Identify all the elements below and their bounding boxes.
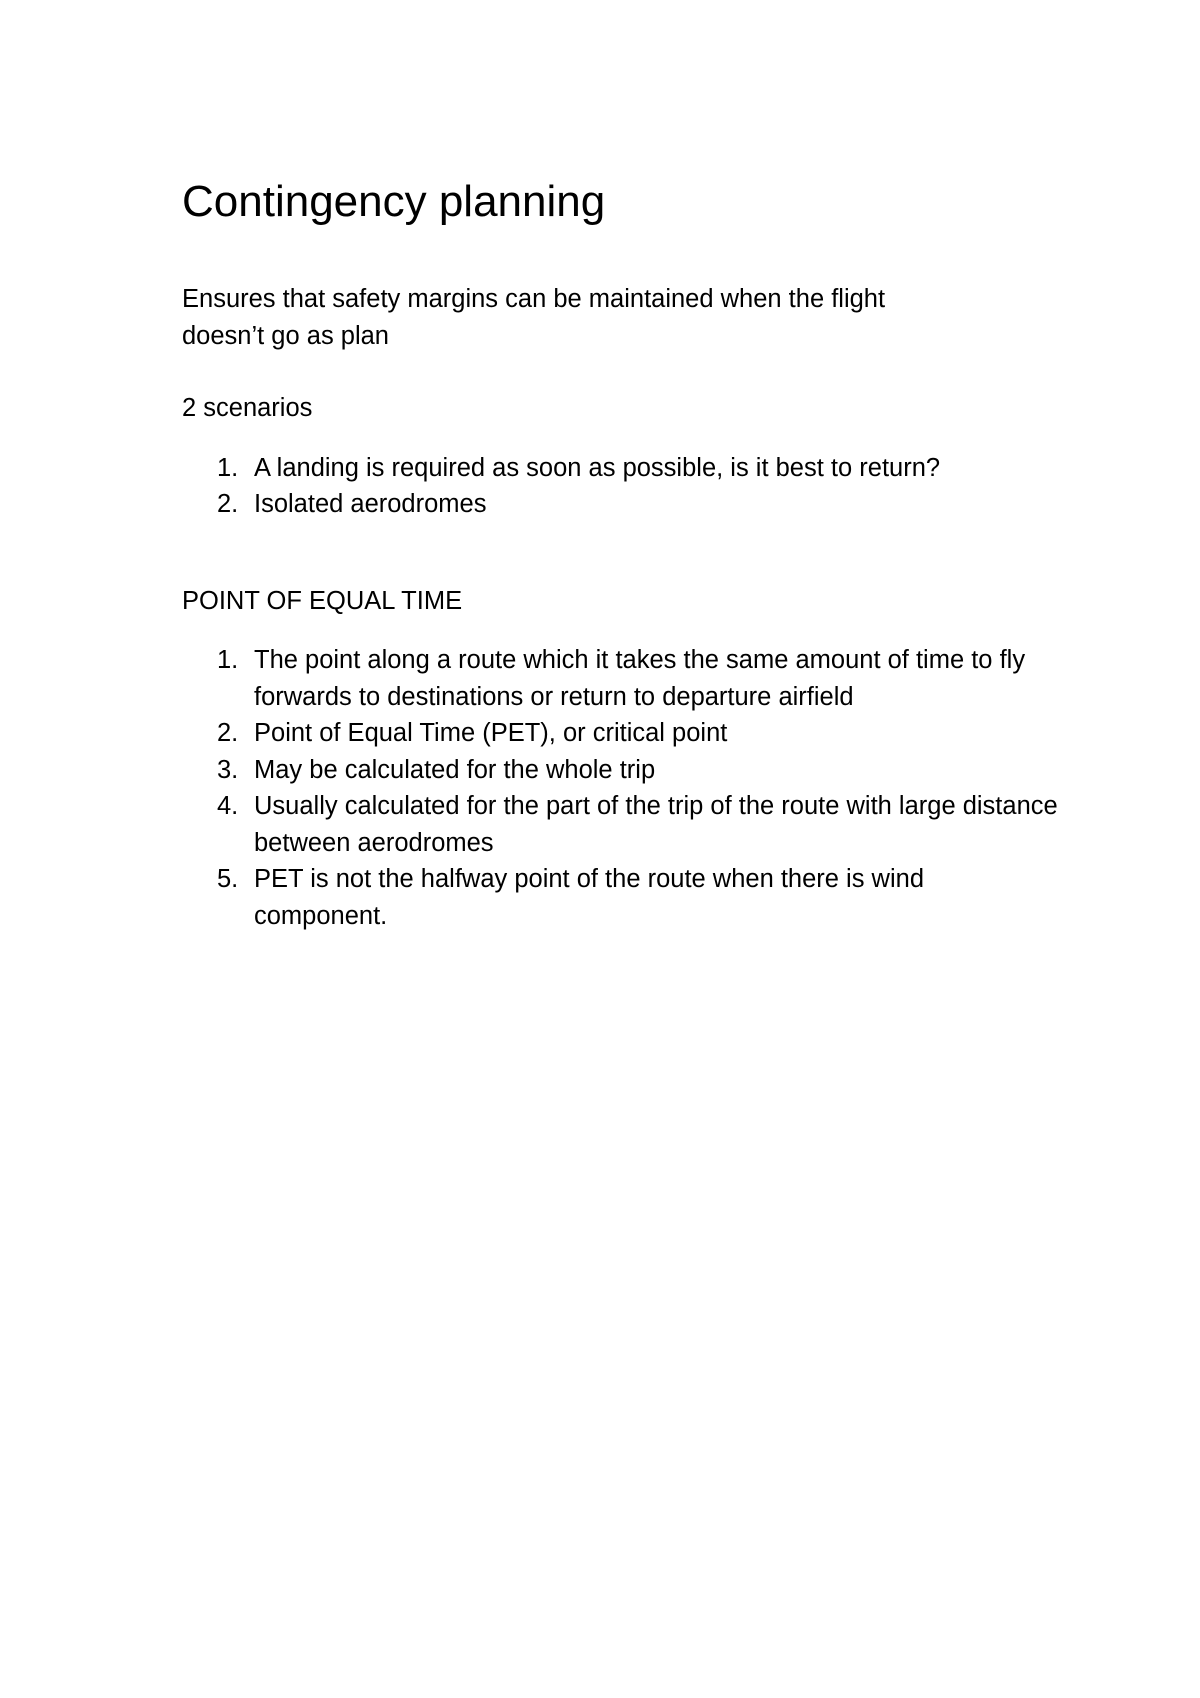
list-number: 1. — [217, 646, 239, 674]
scenarios-label: 2 scenarios — [182, 394, 313, 422]
pet-heading: POINT OF EQUAL TIME — [182, 586, 463, 615]
list-number: 2. — [217, 719, 239, 747]
list-text: May be calculated for the whole trip — [254, 755, 656, 784]
list-item — [182, 788, 1062, 861]
scenarios-list — [182, 450, 1062, 523]
list-text: A landing is required as soon as possible, is it best to return? — [254, 453, 941, 482]
list-number: 3. — [217, 755, 239, 784]
list-item — [182, 642, 1062, 715]
intro-line-2: doesn’t go as plan — [182, 321, 389, 350]
list-number: 2. — [217, 490, 239, 518]
list-text: Isolated aerodromes — [254, 490, 487, 518]
list-text: PET is not the halfway point of the route when there is wind component. — [254, 865, 924, 930]
intro-line-1: Ensures that safety margins can be maintained when the flight — [182, 285, 886, 313]
list-number: 5. — [217, 865, 239, 893]
list-item — [182, 715, 1062, 752]
list-item — [182, 861, 1062, 934]
list-item — [182, 450, 1062, 487]
list-number: 4. — [217, 792, 239, 820]
document-page — [182, 172, 1062, 934]
list-item — [182, 752, 1062, 789]
list-text: Usually calculated for the part of the trip of the route with large distance between aerodromes — [254, 792, 1058, 857]
page-title: Contingency planning — [182, 177, 606, 226]
list-text: The point along a route which it takes the same amount of time to fly forwards to destinations or return to departure airfield — [254, 646, 1026, 711]
intro-paragraph — [182, 281, 1062, 354]
list-item — [182, 486, 1062, 523]
list-number: 1. — [217, 453, 239, 482]
pet-list — [182, 642, 1062, 934]
list-text: Point of Equal Time (PET), or critical point — [254, 719, 728, 747]
